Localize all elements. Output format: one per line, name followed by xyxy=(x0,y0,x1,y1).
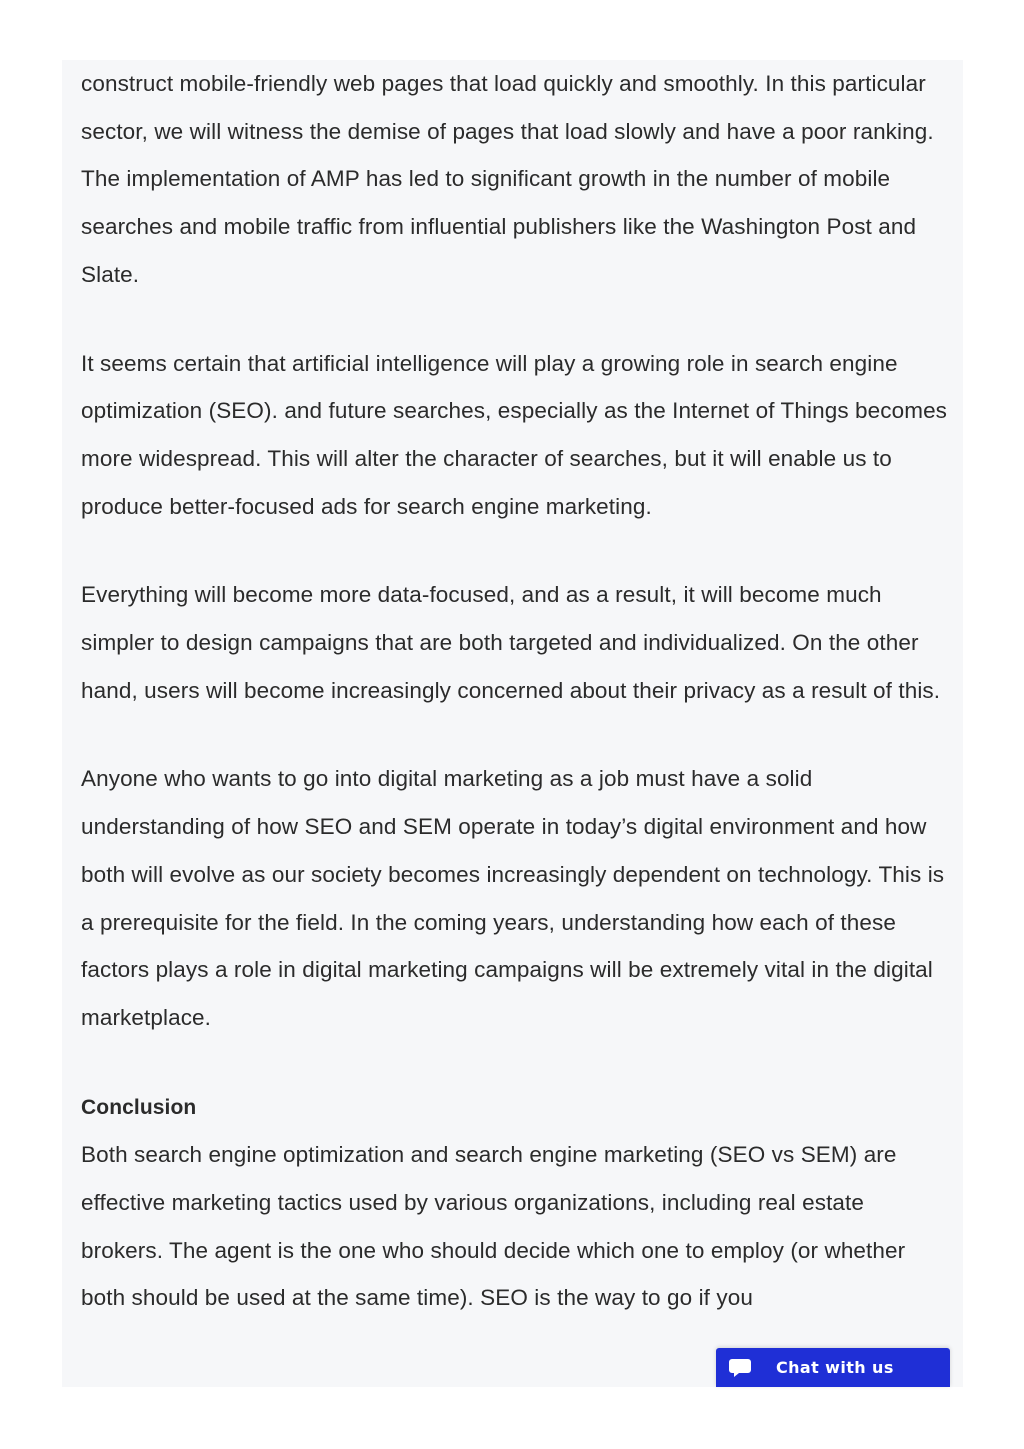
article-paragraph: construct mobile-friendly web pages that load quickly and smoothly. In this particular sector, we will witness the demise of pages that load slowly and have a poor ranking. The implementation of AMP has led to significant growth in the number of mobile searches and mobile traffic from influential publishers like the Washington Post and Slate. xyxy=(81,71,934,287)
chat-with-us-button[interactable] xyxy=(716,1348,950,1387)
chat-button-label: Chat with us xyxy=(776,1358,894,1377)
article-paragraph: Everything will become more data-focused, and as a result, it will become much simpler to design campaigns that are both targeted and individualized. On the other hand, users will become increasingly concerned about their privacy as a result of this. xyxy=(81,582,941,703)
article-body xyxy=(81,60,951,1322)
conclusion-heading: Conclusion xyxy=(81,1095,197,1119)
article-panel xyxy=(62,60,963,1387)
chat-bubble-icon xyxy=(728,1356,752,1380)
conclusion-paragraph: Both search engine optimization and search engine marketing (SEO vs SEM) are effective marketing tactics used by various organizations, including real estate brokers. The agent is the one who should decide which one to employ (or whether both should be used at the same time). SEO is the way to go if you xyxy=(81,1142,906,1311)
article-paragraph: It seems certain that artificial intelligence will play a growing role in search engine optimization (SEO). and future searches, especially as the Internet of Things becomes more widespread. This will alter the character of searches, but it will enable us to produce better-focused ads for search engine marketing. xyxy=(81,350,948,519)
article-paragraph: Anyone who wants to go into digital marketing as a job must have a solid understanding of how SEO and SEM operate in today’s digital environment and how both will evolve as our society becomes increasingly dependent on technology. This is a prerequisite for the field. In the coming years, understanding how each of these factors plays a role in digital marketing campaigns will be extremely vital in the digital marketplace. xyxy=(81,766,945,1030)
